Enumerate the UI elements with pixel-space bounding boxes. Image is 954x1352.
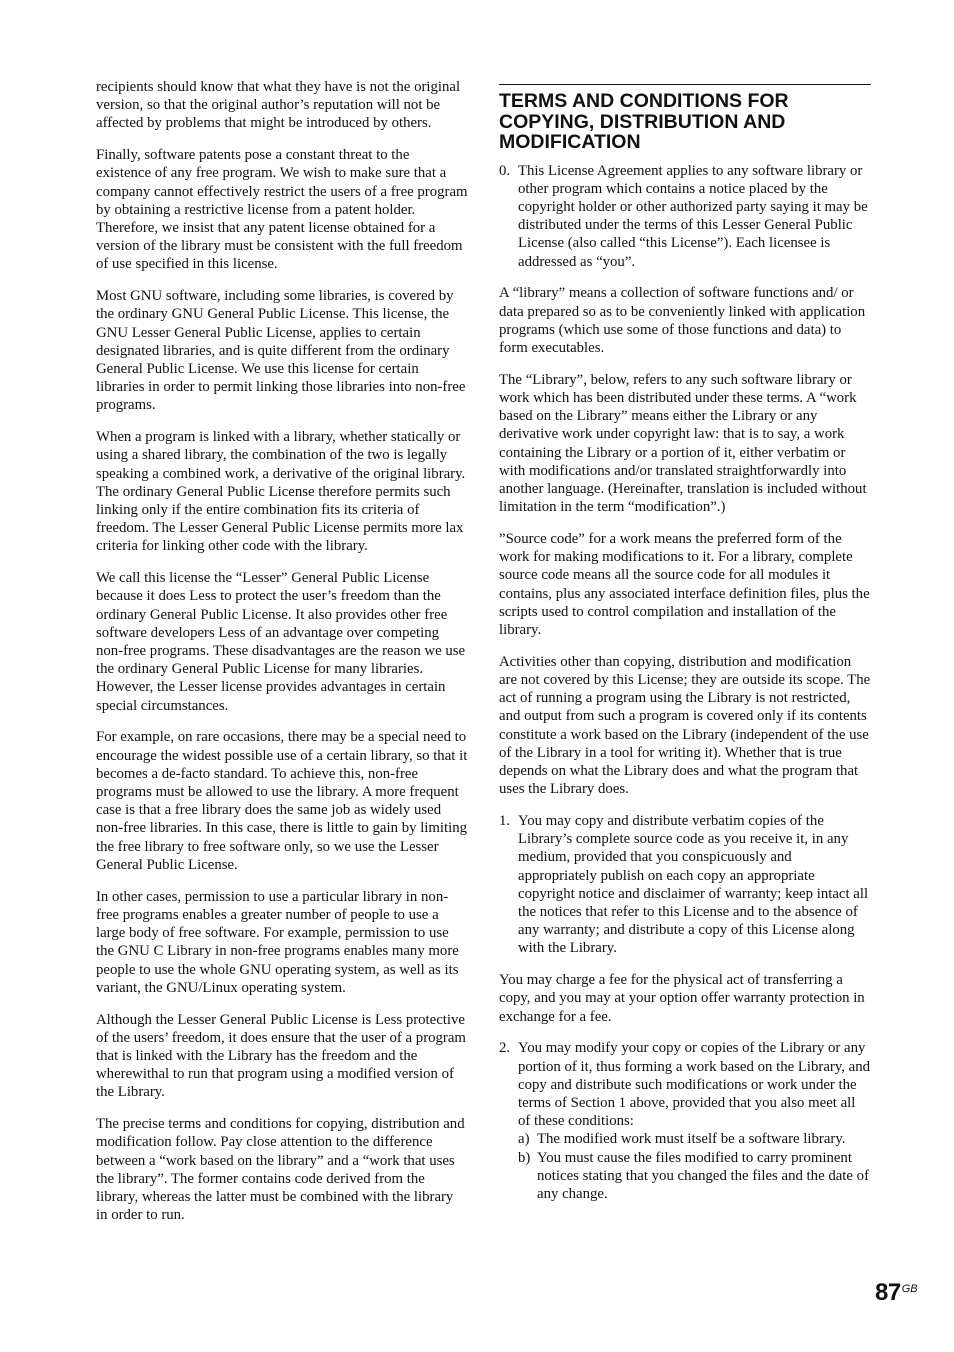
list-text: You may copy and distribute verbatim copies of the Library’s complete source code as you receive it, in any medium, provided that you conspicuously and appropriately publish on each copy an appropriate copyright notice and disclaimer of warranty; keep intact all the notices that refer to this License and to the absence of any warranty; and distribute a copy of this License along with the Library. [518,812,869,957]
sub-item-letter: a) [518,1131,530,1148]
sub-item-b [518,1149,871,1204]
paragraph: You may charge a fee for the physical act of transferring a copy, and you may at your option offer warranty protection in exchange for a fee. [499,972,865,1025]
list-number: 0. [499,162,511,179]
sub-item-text: The modified work must itself be a software library. [537,1131,846,1148]
list-number: 1. [499,812,511,829]
page-number [875,1279,918,1307]
sub-item-text: You must cause the files modified to carry prominent notices stating that you changed the files and the date of any change. [537,1149,870,1203]
paragraph: Activities other than copying, distribution and modification are not covered by this License; they are outside its scope. The act of running a program using the Library is not restricted, and output from such a program is covered only if its contents constitute a work based on the Library (independent of the use of the Library in a tool for writing it). Whether that is true depends on what the Library does and what the program that uses the Library does. [499,653,871,798]
list-item-0 [499,162,871,271]
paragraph: Finally, software patents pose a constant threat to the existence of any free program. We wish to make sure that a company cannot effectively restrict the users of a free program by obtaining a restrictive license from a patent holder. Therefore, we insist that any patent license obtained for a version of the library must be consistent with the full freedom of use specified in this license. [96,147,468,273]
section-heading: TERMS AND CONDITIONS FOR COPYING, DISTRIBUTION AND MODIFICATION [499,90,789,153]
paragraph: We call this license the “Lesser” General Public License because it does Less to protect the user’s freedom than the ordinary General Public License. It also provides other free software developers Less of an advantage over competing non-free programs. These disadvantages are the reason we use the ordinary General Public License for many libraries. However, the Lesser license provides advantages in certain special circumstances. [96,570,466,714]
right-column [499,84,871,1203]
paragraph: The “Library”, below, refers to any such software library or work which has been distributed under these terms. A “work based on the Library” means either the Library or any derivative work under copyright law: that is to say, a work containing the Library or a portion of it, either verbatim or with modifications and/or translated straightforwardly into another language. (Hereinafter, translation is included without limitation in the term “modification”.) [499,371,867,516]
list-item-1 [499,812,871,958]
paragraph: Although the Lesser General Public License is Less protective of the users’ freedom, it does ensure that the user of a program that is linked with the Library has the freedom and the wherewithal to run that program using a modified version of the Library. [96,1011,466,1101]
paragraph: When a program is linked with a library, whether statically or using a shared library, the combination of the two is legally speaking a combined work, a derivative of the original library. The ordinary General Public License therefore permits such linking only if the entire combination fits its criteria of freedom. The Lesser General Public License permits more lax criteria for linking other code with the library. [96,429,466,555]
list-body [518,1039,871,1203]
paragraph: A “library” means a collection of software functions and/ or data prepared so as to be conveniently linked with application programs (which use some of those functions and data) to form executables. [499,285,866,356]
paragraph: ”Source code” for a work means the preferred form of the work for making modifications to it. For a library, complete source code means all the source code for all modules it contains, plus any associated interface definition files, plus the scripts used to control compilation and installation of the library. [499,530,870,638]
sub-item-a [518,1130,871,1148]
page-number-value: 87 [875,1279,901,1306]
paragraph: The precise terms and conditions for copying, distribution and modification follow. Pay close attention to the difference between a “work based on the library” and a “work that uses the library”. The former contains code derived from the library, whereas the latter must be combined with the library in order to run. [96,1116,465,1224]
list-item-2 [499,1039,871,1203]
paragraph: recipients should know that what they have is not the original version, so that the original author’s reputation will not be affected by problems that might be introduced by others. [96,79,461,132]
sub-item-letter: b) [518,1149,531,1166]
heading-rule [499,84,871,85]
paragraph: For example, on rare occasions, there may be a special need to encourage the widest possible use of a certain library, so that it becomes a de-facto standard. To achieve this, non-free programs must be allowed to use the library. A more frequent case is that a free library does the same job as widely used non-free libraries. In this case, there is little to gain by limiting the free library to free software only, so we use the Lesser General Public License. [96,729,468,873]
list-text: You may modify your copy or copies of the Library or any portion of it, thus forming a work based on the Library, and copy and distribute such modifications or work under the terms of Section 1 above, provided that you also meet all of these conditions: [518,1040,871,1130]
left-column [96,78,468,1238]
list-text: This License Agreement applies to any software library or other program which contains a notice placed by the copyright holder or other authorized party saying it may be distributed under the terms of this Lesser General Public License (also called “this License”). Each licensee is addressed as “you”. [518,162,868,270]
paragraph: Most GNU software, including some libraries, is covered by the ordinary GNU General Public License. This license, the GNU Lesser General Public License, applies to certain designated libraries, and is quite different from the ordinary General Public License. We use this license for certain libraries in order to permit linking those libraries into non-free programs. [96,288,466,414]
paragraph: In other cases, permission to use a particular library in non-free programs enables a greater number of people to use a large body of free software. For example, permission to use the GNU C Library in non-free programs enables many more people to use the whole GNU operating system, as well as its variant, the GNU/Linux operating system. [96,888,459,996]
page-number-suffix: GB [901,1283,918,1295]
list-number: 2. [499,1040,511,1057]
